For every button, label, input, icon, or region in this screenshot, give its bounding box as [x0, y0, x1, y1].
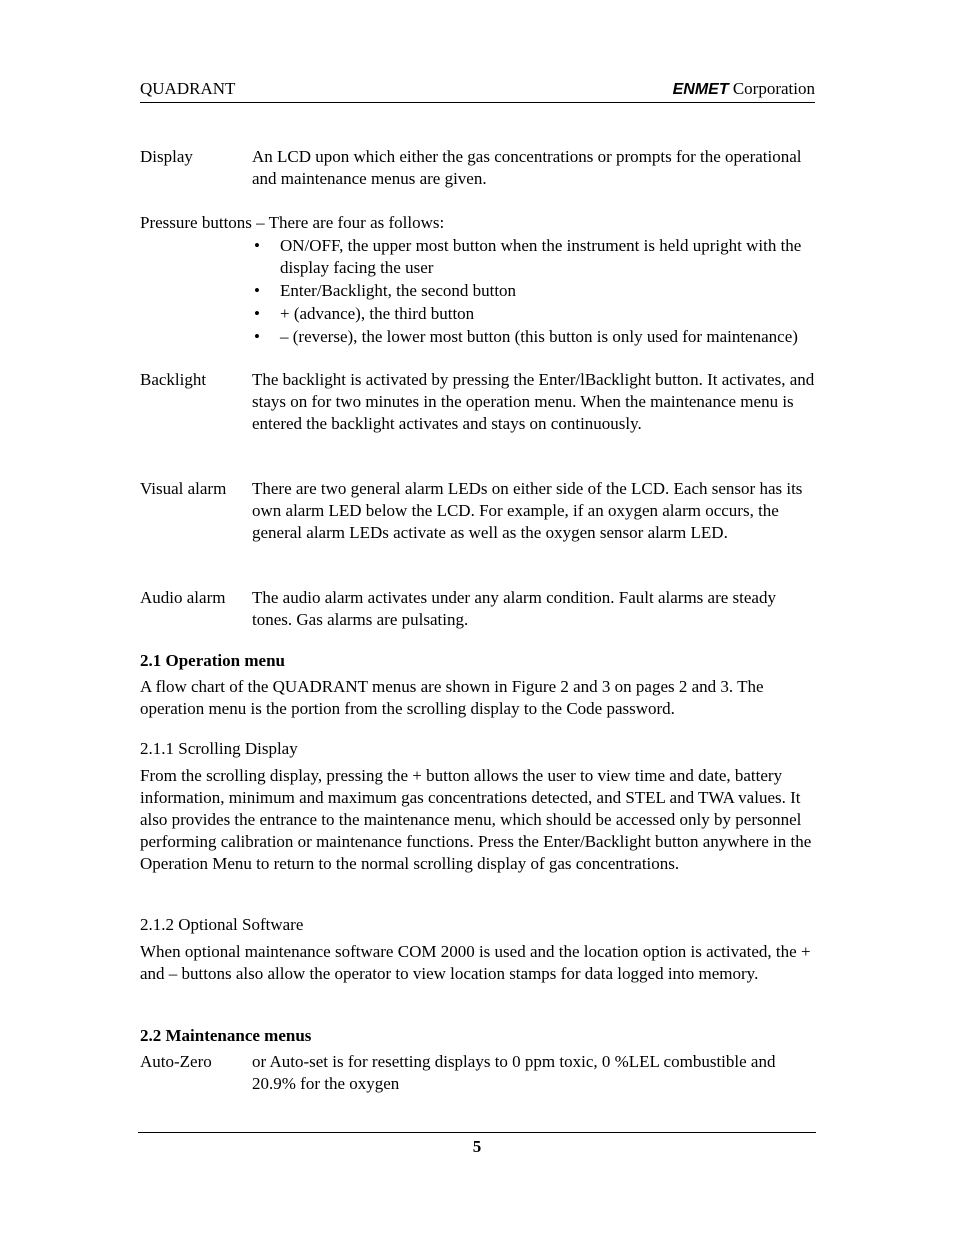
list-item: • Enter/Backlight, the second button [252, 280, 815, 302]
section-heading-2-2: 2.2 Maintenance menus [140, 1026, 312, 1045]
subsection-heading-2-1-2: 2.1.2 Optional Software [140, 915, 304, 934]
section-text-2-1: A flow chart of the QUADRANT menus are shown in Figure 2 and 3 on pages 2 and 3. The operation menu is the portion from the scrolling display to the Code password. [140, 677, 764, 718]
definition-term: Visual alarm [140, 479, 227, 498]
list-item: • ON/OFF, the upper most button when the instrument is held upright with the display facing the user [252, 235, 815, 279]
definition-description: An LCD upon which either the gas concentrations or prompts for the operational and maintenance menus are given. [252, 147, 802, 188]
subsection-heading-2-1-1: 2.1.1 Scrolling Display [140, 739, 298, 758]
definition-term: Display [140, 147, 193, 166]
subsection-text-2-1-2: When optional maintenance software COM 2000 is used and the location option is activated, the + and – buttons also allow the operator to view location stamps for data logged into memory. [140, 942, 811, 983]
page-header [140, 78, 815, 103]
definition-description: The backlight is activated by pressing the Enter/lBacklight button. It activates, and stays on for two minutes in the operation menu. When the maintenance menu is entered the backlight activates and stays on continuously. [252, 370, 815, 433]
list-item: • + (advance), the third button [252, 303, 815, 325]
definition-description: or Auto-set is for resetting displays to 0 ppm toxic, 0 %LEL combustible and 20.9% for the oxygen [252, 1052, 776, 1093]
definition-description: There are two general alarm LEDs on either side of the LCD. Each sensor has its own alarm LED below the LCD. For example, if an oxygen alarm occurs, the general alarm LEDs activate as well as the oxygen sensor alarm LED. [252, 479, 803, 542]
list-item: • – (reverse), the lower most button (this button is only used for maintenance) [252, 326, 815, 348]
header-product-name: QUADRANT [140, 79, 236, 98]
header-company [673, 79, 815, 99]
page-number: 5 [472, 1137, 482, 1156]
definition-term: Auto-Zero [140, 1052, 212, 1071]
header-company-suffix: Corporation [728, 79, 815, 98]
pressure-buttons-list [252, 235, 815, 349]
subsection-text-2-1-1: From the scrolling display, pressing the + button allows the user to view time and date, battery information, minimum and maximum gas concentrations detected, and STEL and TWA values. It also provides the entrance to the maintenance menu, which should be accessed only by personnel performing calibration or maintenance functions. Press the Enter/Backlight button anywhere in the Operation Menu to return to the normal scrolling display of gas concentrations. [140, 766, 812, 873]
pressure-buttons-intro: Pressure buttons – There are four as follows: [140, 213, 445, 232]
section-heading-2-1: 2.1 Operation menu [140, 651, 285, 670]
definition-description: The audio alarm activates under any alarm condition. Fault alarms are steady tones. Gas alarms are pulsating. [252, 588, 776, 629]
definition-term: Backlight [140, 370, 207, 389]
header-brand: ENMET [672, 81, 729, 98]
definition-term: Audio alarm [140, 588, 226, 607]
footer-divider [138, 1132, 816, 1133]
